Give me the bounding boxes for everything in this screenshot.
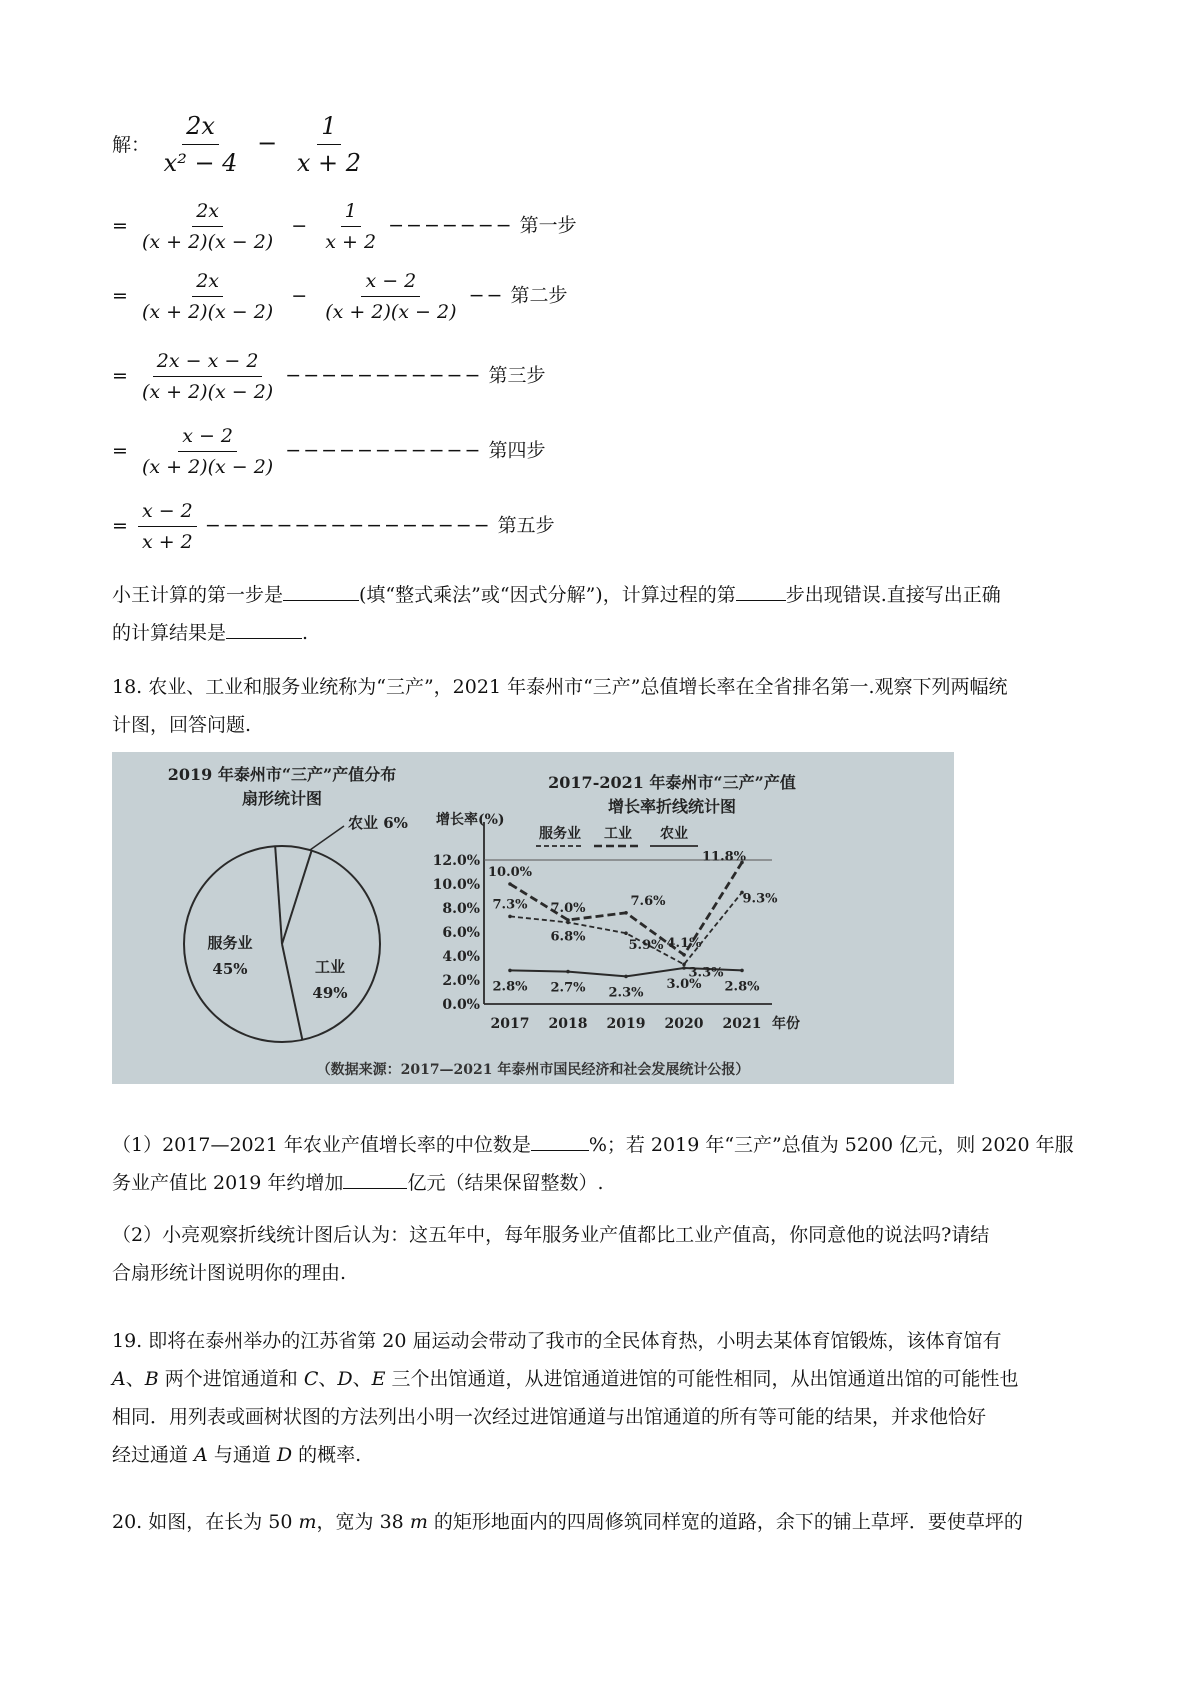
y-tick-label: 4.0% xyxy=(442,949,480,965)
question-20 xyxy=(112,1503,1102,1541)
y-tick-label: 12.0% xyxy=(432,853,480,869)
q19-text: 19. 即将在泰州举办的江苏省第 20 届运动会带动了我市的全民体育热，小明去某体育馆锻炼，该体育馆有 xyxy=(112,1330,1002,1352)
step-label: 第四步 xyxy=(488,439,546,462)
question-18-part-1 xyxy=(112,1126,1102,1202)
q19-text: 三个出馆通道，从进馆通道进馆的可能性相同，从出馆通道出馆的可能性也 xyxy=(385,1368,1019,1390)
line-chart-subtitle: 增长率折线统计图 xyxy=(607,797,737,816)
data-label: 5.9% xyxy=(628,938,664,954)
data-point xyxy=(508,882,512,886)
data-label: 10.0% xyxy=(487,865,533,880)
answer-blank[interactable] xyxy=(343,1170,407,1189)
q18-text: （2）小亮观察折线统计图后认为：这五年中，每年服务业产值都比工业产值高，你同意他的说法吗?请结 xyxy=(112,1224,990,1246)
step-1-right-fraction xyxy=(321,200,380,253)
denominator: x² − 4 xyxy=(163,149,238,177)
q19-text: 经过通道 xyxy=(112,1444,195,1466)
q19-text: D xyxy=(337,1368,353,1390)
equals-sign: = xyxy=(112,514,128,537)
data-label: 3.3% xyxy=(688,965,724,981)
q18-text: 18. 农业、工业和服务业统称为“三产”，2021 年泰州市“三产”总值增长率在全省排名第一.观察下列两幅统 xyxy=(112,676,1008,698)
data-point xyxy=(508,915,512,919)
q18-text: （1）2017—2021 年农业产值增长率的中位数是 xyxy=(112,1134,531,1156)
question-17-prompt xyxy=(112,576,1102,652)
step-1-left-fraction xyxy=(138,200,277,253)
pie-chart-subtitle: 扇形统计图 xyxy=(241,789,323,808)
dash-leader: −−−−−−−−−−−−−−−− xyxy=(204,514,492,537)
pie-chart-title: 2019 年泰州市“三产”产值分布 xyxy=(167,765,397,784)
step-3-fraction xyxy=(138,350,277,403)
q18-text: 务业产值比 2019 年约增加 xyxy=(112,1172,344,1194)
q19-text: 、 xyxy=(318,1368,338,1390)
step-3 xyxy=(112,350,545,403)
q20-text: m xyxy=(298,1511,317,1533)
question-18-intro xyxy=(112,668,1102,744)
step-2-right-fraction xyxy=(321,270,460,323)
numerator: 2x − x − 2 xyxy=(153,350,263,377)
x-tick-label: 2018 xyxy=(548,1016,588,1032)
data-label: 4.1% xyxy=(666,935,702,951)
denominator: (x + 2)(x − 2) xyxy=(141,231,274,253)
step-label: 第二步 xyxy=(510,284,568,307)
dash-leader: −−−−−−−−−−− xyxy=(285,364,483,387)
question-19 xyxy=(112,1322,1102,1474)
numerator: 1 xyxy=(341,200,361,227)
equals-sign: = xyxy=(112,364,128,387)
step-4-fraction xyxy=(138,425,277,478)
q19-text: C xyxy=(303,1368,319,1390)
q18-text: 亿元（结果保留整数）. xyxy=(407,1172,604,1194)
denominator: (x + 2)(x − 2) xyxy=(325,301,457,323)
step-2 xyxy=(112,270,567,323)
x-tick-label: 2020 xyxy=(664,1016,704,1032)
q20-text: 20. 如图，在长为 50 xyxy=(112,1511,299,1533)
data-label: 7.6% xyxy=(630,893,666,909)
equals-sign: = xyxy=(112,284,128,307)
denominator: (x + 2)(x − 2) xyxy=(141,381,274,403)
data-label: 2.8% xyxy=(492,979,528,995)
dash-leader: −−−−−−− xyxy=(388,214,514,237)
q19-text: 、 xyxy=(352,1368,372,1390)
pie-slice-label-industry: 工业 xyxy=(314,958,346,976)
q17-text: . xyxy=(302,622,309,644)
y-tick-label: 0.0% xyxy=(442,997,480,1013)
denominator: x + 2 xyxy=(141,531,193,553)
data-point xyxy=(566,918,570,922)
fraction-1-over-x-plus-2 xyxy=(293,112,365,177)
dash-leader: −−−−−−−−−−− xyxy=(285,439,483,462)
q17-text: 小王计算的第一步是 xyxy=(112,584,284,606)
q19-text: B xyxy=(144,1368,159,1390)
data-point xyxy=(682,966,686,970)
numerator: x − 2 xyxy=(178,425,237,452)
data-point xyxy=(624,975,628,979)
q17-text: (填“整式乘法”或“因式分解”)，计算过程的第 xyxy=(359,584,736,606)
q19-text: 与通道 xyxy=(207,1444,277,1466)
data-source-note: （数据来源：2017—2021 年泰州市国民经济和社会发展统计公报） xyxy=(316,1062,750,1078)
denominator: x + 2 xyxy=(325,231,377,253)
data-label: 7.0% xyxy=(550,901,586,916)
data-point xyxy=(682,963,686,967)
data-point xyxy=(508,969,512,973)
q17-text: 的计算结果是 xyxy=(112,622,227,644)
q18-text: %；若 2019 年“三产”总值为 5200 亿元，则 2020 年服 xyxy=(588,1134,1074,1156)
data-point xyxy=(624,911,628,915)
denominator: (x + 2)(x − 2) xyxy=(141,456,274,478)
data-label: 7.3% xyxy=(492,897,528,913)
y-tick-label: 8.0% xyxy=(442,901,480,917)
solution-expression xyxy=(112,112,367,177)
denominator: (x + 2)(x − 2) xyxy=(141,301,274,323)
data-label: 3.0% xyxy=(666,977,702,992)
q19-text: A xyxy=(194,1444,208,1466)
step-label: 第三步 xyxy=(488,364,546,387)
q19-text: E xyxy=(371,1368,386,1390)
data-point xyxy=(566,970,570,974)
x-tick-label: 2017 xyxy=(490,1016,530,1032)
data-label: 2.8% xyxy=(724,979,760,995)
numerator: x − 2 xyxy=(361,270,420,297)
answer-blank[interactable] xyxy=(226,620,302,639)
question-18-part-2 xyxy=(112,1216,1102,1292)
legend-label: 服务业 xyxy=(539,826,581,842)
data-label: 2.3% xyxy=(608,985,644,1001)
figure-background xyxy=(112,752,954,1084)
q18-text: 计图，回答问题. xyxy=(112,714,252,736)
pie-slice-label-agriculture: 农业 6% xyxy=(348,814,408,832)
equals-sign: = xyxy=(112,439,128,462)
line-chart-title: 2017-2021 年泰州市“三产”产值 xyxy=(548,773,796,792)
step-4 xyxy=(112,425,545,478)
step-label: 第五步 xyxy=(497,514,555,537)
minus-sign: − xyxy=(291,284,308,307)
step-5-fraction xyxy=(138,500,197,553)
minus-sign: − xyxy=(257,129,278,157)
q18-text: 合扇形统计图说明你的理由. xyxy=(112,1262,347,1284)
answer-blank[interactable] xyxy=(736,582,786,601)
data-point xyxy=(624,931,628,935)
data-label: 6.8% xyxy=(550,929,586,945)
answer-blank[interactable] xyxy=(531,1132,589,1151)
q17-text: 步出现错误.直接写出正确 xyxy=(785,584,1001,606)
step-label: 第一步 xyxy=(519,214,577,237)
denominator: x + 2 xyxy=(296,149,362,177)
numerator: 1 xyxy=(317,112,340,145)
data-point xyxy=(682,953,686,957)
q19-text: D xyxy=(276,1444,293,1466)
step-1 xyxy=(112,200,577,253)
y-tick-label: 2.0% xyxy=(442,973,480,989)
minus-sign: − xyxy=(291,214,308,237)
q19-text: 相同．用列表或画树状图的方法列出小明一次经过进馆通道与出馆通道的所有等可能的结果，并求他恰好 xyxy=(112,1406,987,1428)
numerator: 2x xyxy=(192,200,223,227)
statistics-figure xyxy=(112,752,954,1084)
step-2-left-fraction xyxy=(138,270,277,323)
q19-text: 两个进馆通道和 xyxy=(158,1368,304,1390)
q20-text: 的矩形地面内的四周修筑同样宽的道路，余下的铺上草坪．要使草坪的 xyxy=(427,1511,1023,1533)
dash-leader: −− xyxy=(468,284,505,307)
legend-label: 农业 xyxy=(660,826,688,842)
x-tick-label: 2021 xyxy=(722,1016,762,1032)
y-tick-label: 6.0% xyxy=(442,925,480,941)
x-axis-label: 年份 xyxy=(772,1016,800,1032)
pie-slice-value-service: 45% xyxy=(212,960,248,978)
y-tick-label: 10.0% xyxy=(432,877,480,893)
data-label: 11.8% xyxy=(701,849,747,865)
solution-label: 解： xyxy=(112,134,151,156)
fraction-2x-over-x2-4 xyxy=(160,112,242,177)
numerator: 2x xyxy=(182,112,219,145)
q19-text: 的概率. xyxy=(292,1444,362,1466)
step-5 xyxy=(112,500,555,553)
numerator: 2x xyxy=(192,270,223,297)
q19-text: A xyxy=(112,1368,126,1390)
numerator: x − 2 xyxy=(138,500,197,527)
q20-text: m xyxy=(409,1511,428,1533)
q19-text: 、 xyxy=(125,1368,145,1390)
pie-slice-value-industry: 49% xyxy=(312,984,348,1002)
pie-slice-label-service: 服务业 xyxy=(207,934,253,952)
x-tick-label: 2019 xyxy=(606,1016,646,1032)
answer-blank[interactable] xyxy=(283,582,359,601)
equals-sign: = xyxy=(112,214,128,237)
data-label: 2.7% xyxy=(550,980,586,996)
legend-label: 工业 xyxy=(604,826,632,842)
y-axis-label: 增长率(%) xyxy=(436,812,505,828)
q20-text: ，宽为 38 xyxy=(316,1511,410,1533)
data-point xyxy=(740,969,744,973)
data-label: 9.3% xyxy=(742,891,778,907)
